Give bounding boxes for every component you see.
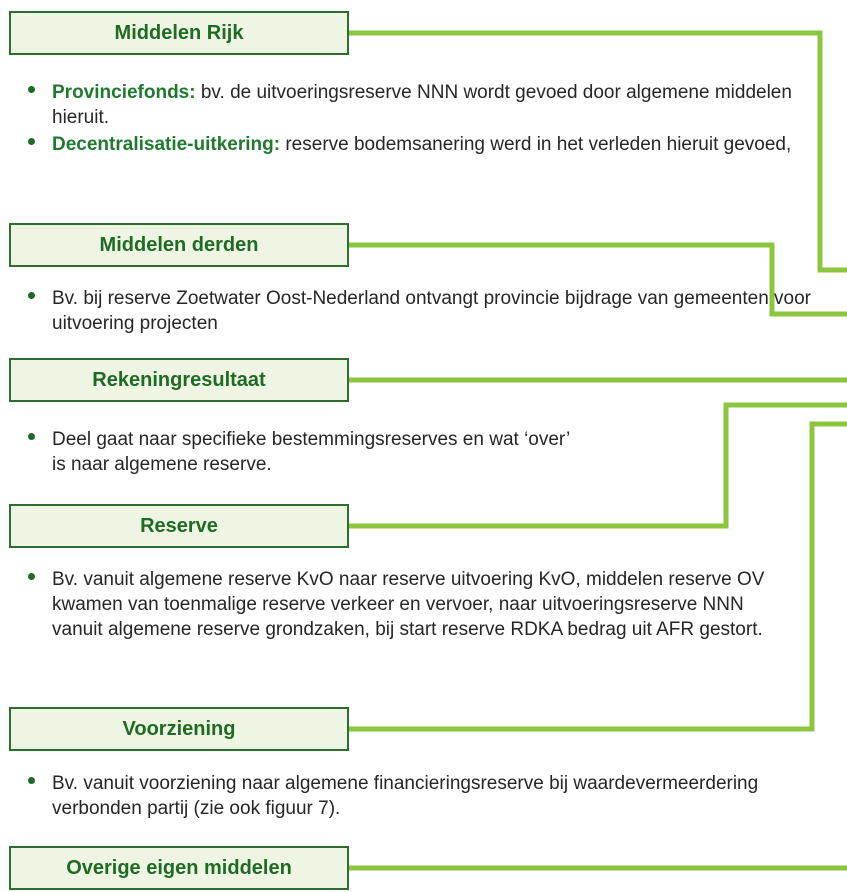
box-voorziening	[9, 707, 349, 751]
box-middelen-rijk	[9, 11, 349, 55]
box-title: Rekeningresultaat	[92, 368, 266, 391]
bullet-item	[26, 427, 586, 477]
box-overige-eigen-middelen	[9, 846, 349, 890]
box-reserve	[9, 504, 349, 548]
bullet-text: bv. de uitvoeringsreserve NNN wordt gevoed door algemene middelen hieruit.	[52, 82, 792, 128]
box-title: Reserve	[140, 514, 218, 537]
bullet-text: Bv. vanuit voorziening naar algemene financieringsreserve bij waardevermeerdering verbonden partij (zie ook figuur 7).	[52, 773, 759, 819]
bullet-text: Bv. bij reserve Zoetwater Oost-Nederland ontvangt provincie bijdrage van gemeenten voor uitvoering projecten	[52, 288, 811, 334]
bullets-middelen-derden	[26, 286, 826, 338]
box-rekeningresultaat	[9, 358, 349, 402]
bullet-item	[26, 286, 826, 336]
bullet-text: Deel gaat naar specifieke bestemmingsreserves en wat ‘over’ is naar algemene reserve.	[52, 429, 570, 475]
bullet-item	[26, 80, 826, 130]
box-title: Middelen derden	[99, 233, 259, 256]
bullet-item	[26, 567, 786, 642]
bullets-middelen-rijk	[26, 80, 826, 159]
box-middelen-derden	[9, 223, 349, 267]
box-title: Voorziening	[122, 717, 236, 740]
bullet-term: Provinciefonds:	[52, 82, 196, 103]
bullet-term: Decentralisatie-uitkering:	[52, 134, 281, 155]
bullet-item	[26, 771, 786, 821]
bullets-voorziening	[26, 771, 786, 823]
box-title: Middelen Rijk	[114, 21, 244, 44]
box-title: Overige eigen middelen	[66, 856, 292, 879]
bullet-text: reserve bodemsanering werd in het verleden hieruit gevoed,	[280, 134, 792, 155]
bullets-rekeningresultaat	[26, 427, 586, 479]
bullet-item	[26, 132, 826, 157]
bullets-reserve	[26, 567, 786, 644]
bullet-text: Bv. vanuit algemene reserve KvO naar reserve uitvoering KvO, middelen reserve OV kwamen van toenmalige reserve verkeer en vervoer, naar uitvoeringsreserve NNN vanuit algemene reserve grondzaken, bij start reserve RDKA bedrag uit AFR gestort.	[52, 569, 765, 640]
